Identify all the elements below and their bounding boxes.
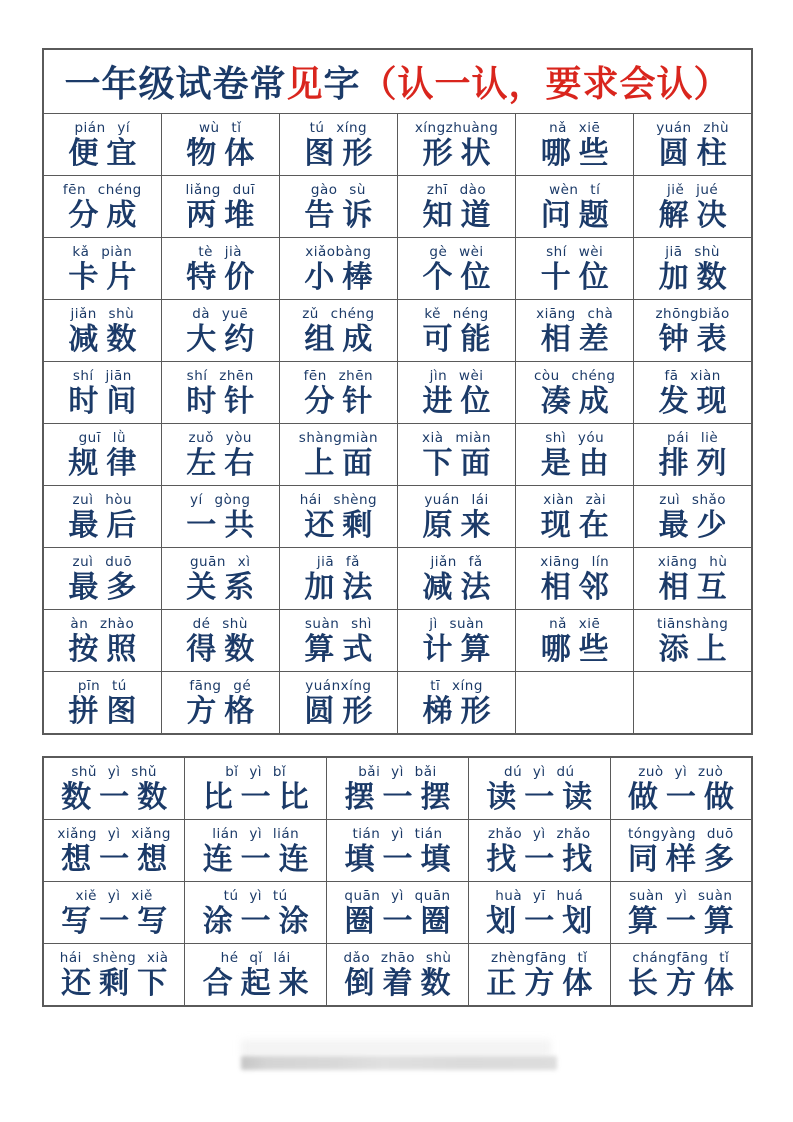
hanzi-label: 得数 [186, 631, 263, 667]
word-cell [161, 610, 279, 672]
pinyin-label: zhǎo yì zhǎo [487, 825, 591, 842]
table-row [43, 757, 752, 820]
hanzi-label: 钟表 [658, 321, 735, 357]
hanzi-label: 合起来 [202, 965, 317, 1001]
word-cell [43, 300, 161, 362]
pinyin-label: liǎng duī [185, 181, 256, 198]
hanzi-label: 相互 [658, 569, 735, 605]
word-cell [468, 944, 610, 1007]
pinyin-label: gè wèi [429, 243, 484, 260]
word-cell [185, 882, 327, 944]
pinyin-label: shàngmiàn [298, 429, 378, 446]
word-cell [161, 672, 279, 735]
word-cell [161, 486, 279, 548]
pinyin-label: tián yì tián [352, 825, 443, 842]
hanzi-label: 时针 [186, 383, 263, 419]
word-cell [43, 238, 161, 300]
hanzi-label: 一共 [186, 507, 263, 543]
blurred-watermark [241, 1056, 557, 1070]
word-cell [43, 486, 161, 548]
table-row [43, 672, 752, 735]
pinyin-label: xiě yì xiě [75, 887, 153, 904]
word-cell [43, 757, 185, 820]
hanzi-label: 物体 [186, 135, 263, 171]
word-cell [279, 114, 397, 176]
pinyin-label: yuán lái [424, 491, 489, 508]
word-cell [279, 176, 397, 238]
pinyin-label: dǎo zhāo shù [343, 949, 452, 966]
hanzi-label: 小棒 [304, 259, 381, 295]
hanzi-label: 方格 [186, 693, 263, 729]
pinyin-label: fāng gé [189, 677, 252, 694]
hanzi-label: 十位 [540, 259, 617, 295]
word-cell [43, 820, 185, 882]
pinyin-label: jìn wèi [429, 367, 484, 384]
word-cell [634, 486, 752, 548]
table-row [43, 882, 752, 944]
table-row [43, 300, 752, 362]
hanzi-label: 规律 [68, 445, 145, 481]
pinyin-label: zhèngfāng tǐ [491, 949, 588, 966]
pinyin-label: kǎ piàn [72, 243, 133, 260]
hanzi-label: 正方体 [486, 965, 601, 1001]
word-cell [516, 610, 634, 672]
hanzi-label: 解决 [658, 197, 735, 233]
pinyin-label: shí jiān [72, 367, 132, 384]
table-row [43, 238, 752, 300]
pinyin-label: hái shèng xià [59, 949, 169, 966]
pinyin-label: zuì hòu [72, 491, 133, 508]
pinyin-label: shǔ yì shǔ [71, 763, 157, 780]
pinyin-label: xiàn zài [543, 491, 607, 508]
word-cell [634, 610, 752, 672]
hanzi-label: 哪些 [540, 631, 617, 667]
hanzi-label: 个位 [422, 259, 499, 295]
word-cell [610, 757, 752, 820]
hanzi-label: 时间 [68, 383, 145, 419]
hanzi-label: 分成 [68, 197, 145, 233]
hanzi-label: 写一写 [61, 903, 176, 939]
hanzi-label: 算一算 [627, 903, 742, 939]
word-cell [397, 672, 515, 735]
pinyin-label: zǔ chéng [302, 305, 375, 322]
word-cell [279, 486, 397, 548]
hanzi-label: 数一数 [61, 779, 176, 815]
hanzi-label: 上面 [304, 445, 381, 481]
table-row [43, 424, 752, 486]
hanzi-label: 哪些 [540, 135, 617, 171]
pinyin-label: tī xíng [430, 677, 483, 694]
pinyin-label: fā xiàn [664, 367, 721, 384]
hanzi-label: 组成 [304, 321, 381, 357]
hanzi-label: 两堆 [186, 197, 263, 233]
word-cell [327, 944, 469, 1007]
hanzi-label: 凑成 [540, 383, 617, 419]
hanzi-label: 进位 [422, 383, 499, 419]
hanzi-label: 特价 [186, 259, 263, 295]
word-cell [634, 300, 752, 362]
pinyin-label: zuì duō [72, 553, 133, 570]
word-cell [634, 114, 752, 176]
table-row [43, 486, 752, 548]
hanzi-label: 划一划 [486, 903, 601, 939]
table-row [43, 944, 752, 1007]
hanzi-label: 填一填 [344, 841, 459, 877]
pinyin-label: pái liè [667, 429, 719, 446]
word-cell [397, 548, 515, 610]
hanzi-label: 做一做 [627, 779, 742, 815]
table-row [43, 548, 752, 610]
pinyin-label: zuì shǎo [659, 491, 727, 508]
hanzi-label: 倒着数 [344, 965, 459, 1001]
word-cell [185, 757, 327, 820]
pinyin-label: fēn chéng [62, 181, 142, 198]
hanzi-label: 形状 [422, 135, 499, 171]
word-cell [161, 424, 279, 486]
pinyin-label: tú yì tú [223, 887, 288, 904]
pinyin-label: tú xíng [309, 119, 368, 136]
word-cell [161, 548, 279, 610]
word-cell [279, 238, 397, 300]
pinyin-label: xíngzhuàng [414, 119, 499, 136]
pinyin-label: jiā fǎ [316, 553, 360, 570]
pinyin-label: nǎ xiē [549, 615, 601, 632]
word-cell [634, 424, 752, 486]
word-cell [161, 362, 279, 424]
hanzi-label: 算式 [304, 631, 381, 667]
hanzi-label: 长方体 [627, 965, 742, 1001]
pinyin-label: suàn shì [304, 615, 372, 632]
hanzi-label: 大约 [186, 321, 263, 357]
word-cell [185, 820, 327, 882]
pinyin-label: huà yī huá [495, 887, 584, 904]
hanzi-label: 还剩 [304, 507, 381, 543]
word-cell [397, 300, 515, 362]
hanzi-label: 知道 [422, 197, 499, 233]
title-segment: 字 [323, 64, 361, 105]
pinyin-label: hé qǐ lái [220, 949, 291, 966]
empty-cell [516, 672, 634, 735]
table-row [43, 114, 752, 176]
pinyin-label: lián yì lián [212, 825, 300, 842]
pinyin-label: zuǒ yòu [188, 429, 252, 446]
phrases-table [42, 756, 753, 1007]
pinyin-label: suàn yì suàn [629, 887, 733, 904]
word-cell [634, 548, 752, 610]
hanzi-label: 相邻 [540, 569, 617, 605]
word-cell [327, 820, 469, 882]
hanzi-label: 比一比 [202, 779, 317, 815]
hanzi-label: 圆形 [304, 693, 381, 729]
pinyin-label: shì yóu [545, 429, 605, 446]
pinyin-label: wù tǐ [199, 119, 242, 136]
pinyin-label: jiǎn fǎ [430, 553, 483, 570]
title-segment: 见 [286, 64, 324, 105]
pinyin-label: yuánxíng [305, 677, 372, 694]
hanzi-label: 告诉 [304, 197, 381, 233]
hanzi-label: 梯形 [422, 693, 499, 729]
word-cell [397, 362, 515, 424]
pinyin-label: wèn tí [549, 181, 601, 198]
word-cell [161, 238, 279, 300]
word-cell [397, 424, 515, 486]
pinyin-label: bǎi yì bǎi [358, 763, 437, 780]
word-cell [43, 114, 161, 176]
pinyin-label: tè jià [198, 243, 243, 260]
word-cell [468, 757, 610, 820]
pinyin-label: dú yì dú [504, 763, 575, 780]
word-cell [516, 548, 634, 610]
hanzi-label: 圆柱 [658, 135, 735, 171]
pinyin-label: còu chéng [533, 367, 616, 384]
pinyin-label: guān xì [189, 553, 251, 570]
pinyin-label: jiā shù [665, 243, 720, 260]
word-cell [397, 610, 515, 672]
page-title [43, 49, 752, 114]
empty-cell [634, 672, 752, 735]
pinyin-label: yuán zhù [656, 119, 730, 136]
pinyin-label: àn zhào [70, 615, 135, 632]
hanzi-label: 问题 [540, 197, 617, 233]
pinyin-label: shí wèi [546, 243, 604, 260]
table-row [43, 610, 752, 672]
word-cell [327, 882, 469, 944]
hanzi-label: 想一想 [61, 841, 176, 877]
table-row [43, 176, 752, 238]
word-cell [397, 238, 515, 300]
title-segment: （认一认，要求会认） [360, 64, 731, 105]
pinyin-label: yí gòng [189, 491, 251, 508]
hanzi-label: 减数 [68, 321, 145, 357]
pinyin-label: xiǎobàng [305, 243, 372, 260]
word-cell [397, 176, 515, 238]
word-cell [516, 176, 634, 238]
word-cell [43, 610, 161, 672]
pinyin-label: shí zhēn [186, 367, 254, 384]
word-cell [43, 424, 161, 486]
word-cell [43, 672, 161, 735]
hanzi-label: 分针 [304, 383, 381, 419]
pinyin-label: tóngyàng duō [627, 825, 734, 842]
word-cell [185, 944, 327, 1007]
pinyin-label: bǐ yì bǐ [225, 763, 287, 780]
word-cell [634, 238, 752, 300]
table-row [43, 820, 752, 882]
hanzi-label: 涂一涂 [202, 903, 317, 939]
watermark-halo [241, 1040, 551, 1056]
word-cell [516, 362, 634, 424]
word-cell [43, 362, 161, 424]
word-cell [610, 820, 752, 882]
hanzi-label: 加数 [658, 259, 735, 295]
word-cell [516, 424, 634, 486]
pinyin-label: chángfāng tǐ [632, 949, 730, 966]
pinyin-label: zhōngbiǎo [655, 305, 730, 322]
hanzi-label: 最多 [68, 569, 145, 605]
hanzi-label: 便宜 [68, 135, 145, 171]
pinyin-label: gào sù [310, 181, 366, 198]
pinyin-label: pīn tú [77, 677, 127, 694]
word-cell [610, 944, 752, 1007]
pinyin-label: jiǎn shù [70, 305, 135, 322]
hanzi-label: 还剩下 [61, 965, 176, 1001]
word-cell [516, 300, 634, 362]
word-cell [516, 238, 634, 300]
word-cell [279, 362, 397, 424]
hanzi-label: 现在 [540, 507, 617, 543]
word-cell [516, 486, 634, 548]
pinyin-label: guī lǜ [78, 429, 127, 446]
title-row [43, 49, 752, 114]
hanzi-label: 左右 [186, 445, 263, 481]
pinyin-label: dé shù [192, 615, 248, 632]
word-cell [634, 362, 752, 424]
word-cell [43, 944, 185, 1007]
hanzi-label: 摆一摆 [344, 779, 459, 815]
hanzi-label: 拼图 [68, 693, 145, 729]
hanzi-label: 添上 [658, 631, 735, 667]
pinyin-label: tiānshàng [656, 615, 729, 632]
word-cell [43, 882, 185, 944]
pinyin-label: xiāng chà [536, 305, 614, 322]
table-row [43, 362, 752, 424]
word-cell [279, 672, 397, 735]
hanzi-label: 减法 [422, 569, 499, 605]
hanzi-label: 是由 [540, 445, 617, 481]
word-cell [161, 176, 279, 238]
hanzi-label: 最后 [68, 507, 145, 543]
hanzi-label: 卡片 [68, 259, 145, 295]
word-cell [279, 300, 397, 362]
hanzi-label: 找一找 [486, 841, 601, 877]
hanzi-label: 图形 [304, 135, 381, 171]
pinyin-label: xiǎng yì xiǎng [57, 825, 171, 842]
word-cell [279, 424, 397, 486]
pinyin-label: xiāng lín [540, 553, 610, 570]
pinyin-label: xiāng hù [657, 553, 728, 570]
word-cell [279, 610, 397, 672]
word-cell [161, 300, 279, 362]
pinyin-label: fēn zhēn [303, 367, 374, 384]
hanzi-label: 同样多 [627, 841, 742, 877]
pinyin-label: jì suàn [429, 615, 484, 632]
word-cell [327, 757, 469, 820]
word-cell [468, 882, 610, 944]
pinyin-label: quān yì quān [344, 887, 451, 904]
word-cell [397, 114, 515, 176]
hanzi-label: 连一连 [202, 841, 317, 877]
pinyin-label: nǎ xiē [549, 119, 601, 136]
worksheet-page [42, 48, 753, 1007]
hanzi-label: 按照 [68, 631, 145, 667]
hanzi-label: 关系 [186, 569, 263, 605]
pinyin-label: xià miàn [422, 429, 492, 446]
hanzi-label: 圈一圈 [344, 903, 459, 939]
title-segment: 一年级试卷常 [64, 64, 287, 105]
hanzi-label: 最少 [658, 507, 735, 543]
word-cell [43, 548, 161, 610]
common-words-table [42, 48, 753, 735]
word-cell [279, 548, 397, 610]
pinyin-label: hái shèng [299, 491, 378, 508]
hanzi-label: 下面 [422, 445, 499, 481]
hanzi-label: 发现 [658, 383, 735, 419]
hanzi-label: 排列 [658, 445, 735, 481]
word-cell [516, 114, 634, 176]
pinyin-label: zuò yì zuò [638, 763, 724, 780]
word-cell [161, 114, 279, 176]
hanzi-label: 可能 [422, 321, 499, 357]
pinyin-label: dà yuē [192, 305, 249, 322]
word-cell [634, 176, 752, 238]
word-cell [468, 820, 610, 882]
pinyin-label: jiě jué [667, 181, 719, 198]
word-cell [610, 882, 752, 944]
hanzi-label: 计算 [422, 631, 499, 667]
hanzi-label: 读一读 [486, 779, 601, 815]
word-cell [43, 176, 161, 238]
hanzi-label: 原来 [422, 507, 499, 543]
hanzi-label: 加法 [304, 569, 381, 605]
hanzi-label: 相差 [540, 321, 617, 357]
pinyin-label: kě néng [424, 305, 489, 322]
word-cell [397, 486, 515, 548]
pinyin-label: pián yí [74, 119, 131, 136]
pinyin-label: zhī dào [426, 181, 487, 198]
